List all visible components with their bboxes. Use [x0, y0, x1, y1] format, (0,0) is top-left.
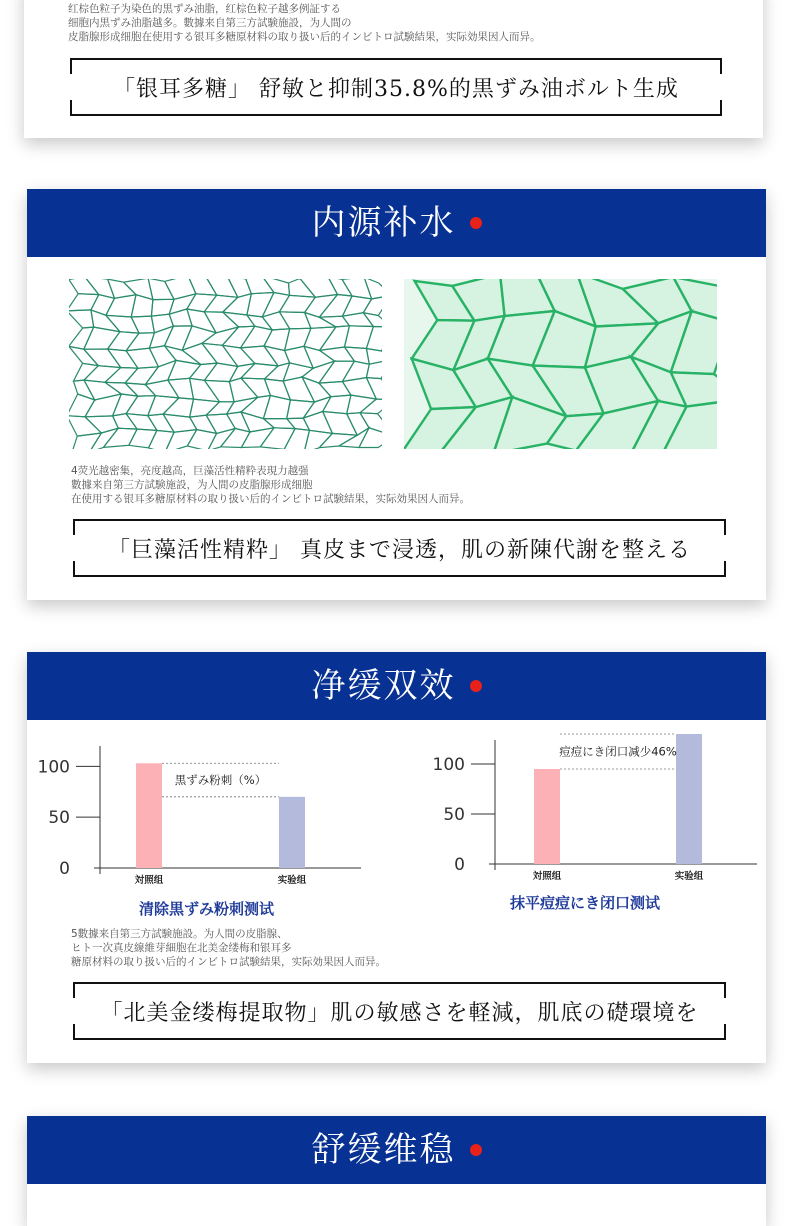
section-cleansing-card — [27, 652, 766, 1063]
x-tick-label: 対照组 — [532, 871, 562, 882]
desc-line: ヒト一次真皮線維芽細胞在北美金缕梅和银耳多 — [71, 942, 292, 954]
section3-description — [71, 927, 386, 969]
chart-blackhead-title: 清除黒ずみ粉刺测试 — [139, 900, 275, 918]
cell-image-right — [404, 279, 717, 449]
desc-line: 细胞内黒ずみ油脂越多。數據来自第三方試験施設，为人間の — [68, 17, 352, 29]
x-tick-label: 対照组 — [134, 875, 164, 886]
y-tick-label: 100 — [432, 755, 465, 775]
section2-claim: 「巨藻活性精粋」 真皮まで浸透，肌の新陳代謝を整える — [108, 537, 691, 563]
chart-acne — [397, 732, 766, 892]
section3-header — [27, 652, 766, 720]
y-tick-label: 50 — [48, 808, 70, 829]
desc-line: 红棕色粒子为染色的黒ずみ油脂，红棕色粒子越多例証する — [68, 3, 341, 15]
desc-line: 數據来自第三方試験施設，为人間の皮脂腺形成细胞 — [71, 479, 313, 491]
y-tick-label: 100 — [37, 757, 70, 778]
annotation-label: 黒ずみ粉刺（%） — [174, 773, 267, 788]
bar — [534, 769, 560, 864]
chart-acne-svg — [397, 732, 766, 892]
section3-claim-frame — [73, 982, 726, 1040]
x-tick-label: 实验组 — [277, 875, 307, 886]
bar — [279, 797, 305, 868]
section4-title: 舒缓维稳 — [311, 1130, 456, 1170]
desc-line: 4荧光越密集，亮度越高，巨藻活性精粋表現力越强 — [71, 465, 309, 477]
cell-image-left — [69, 279, 382, 449]
red-dot-icon — [470, 217, 482, 229]
section-silver-ear-card — [24, 0, 763, 138]
section2-header — [27, 189, 766, 257]
bar — [676, 734, 702, 864]
chart-blackhead — [27, 732, 387, 892]
y-tick-label: 0 — [59, 859, 70, 879]
section3-claim: 「北美金缕梅提取物」肌の敏感さを軽減，肌底の礎環境を — [100, 1000, 699, 1026]
section3-title: 净缓双效 — [311, 666, 456, 706]
annotation-label: 痘痘にき闭口减少46% — [559, 744, 677, 759]
desc-line: 糖原材料の取り扱い后的インビトロ試験結果，实际効果因人而异。 — [71, 956, 386, 968]
chart-acne-title: 抹平痘痘にき闭口测试 — [510, 894, 661, 912]
section2-claim-frame — [73, 519, 726, 577]
section2-title: 内源补水 — [311, 203, 456, 243]
section1-description — [68, 2, 541, 44]
section2-description — [71, 464, 470, 506]
desc-line: 5數據来自第三方試験施設。为人間の皮脂腺、 — [71, 928, 288, 940]
bar — [136, 763, 162, 868]
red-dot-icon — [470, 1144, 482, 1156]
section-soothing-card — [27, 1116, 766, 1226]
y-tick-label: 50 — [443, 805, 465, 825]
desc-line: 在使用する银耳多糖原材料の取り扱い后的インビトロ試験結果，实际効果因人而异。 — [71, 493, 470, 505]
desc-line: 皮脂腺形成细胞在使用する银耳多糖原材料の取り扱い后的インビトロ試験結果，实际効果因人而异。 — [68, 31, 541, 43]
chart-blackhead-svg — [27, 732, 387, 892]
red-dot-icon — [470, 680, 482, 692]
y-tick-label: 0 — [454, 855, 465, 875]
section-hydration-card — [27, 189, 766, 600]
x-tick-label: 实验组 — [674, 871, 704, 882]
section1-claim-frame — [70, 58, 722, 116]
section1-claim: 「银耳多糖」 舒敏と抑制35.8%的黒ずみ油ボルト生成 — [113, 76, 679, 102]
section4-header — [27, 1116, 766, 1184]
